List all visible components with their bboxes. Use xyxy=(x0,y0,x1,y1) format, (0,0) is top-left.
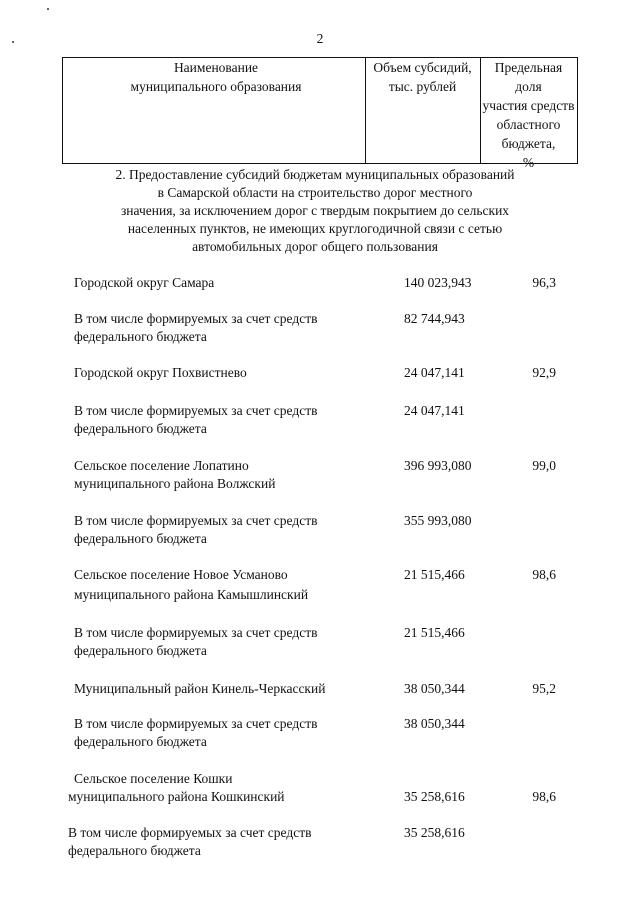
row-name-line: Городской округ Похвистнево xyxy=(74,365,247,380)
row-amount: 140 023,943 xyxy=(404,275,472,290)
table-row xyxy=(0,402,640,446)
row-name-line: В том числе формируемых за счет средств xyxy=(68,825,312,840)
row-share: 98,6 xyxy=(532,789,556,804)
row-amount: 35 258,616 xyxy=(404,825,465,840)
row-share: 96,3 xyxy=(532,275,556,290)
row-name-line: муниципального района Камышлинский xyxy=(74,587,309,602)
row-name-line: федерального бюджета xyxy=(74,329,207,344)
row-name-line: муниципального района Волжский xyxy=(74,476,276,491)
row-amount: 24 047,141 xyxy=(404,403,465,418)
row-name xyxy=(74,364,374,382)
row-name-line: Муниципальный район Кинель-Черкасский xyxy=(74,681,326,696)
row-name xyxy=(74,457,374,493)
row-amount: 24 047,141 xyxy=(404,365,465,380)
section-title-line: в Самарской области на строительство дорог местного xyxy=(157,185,473,200)
table-header xyxy=(62,57,578,170)
row-name-line: Сельское поселение Лопатино xyxy=(74,458,249,473)
row-name-line: Сельское поселение Кошки xyxy=(74,771,233,786)
row-name-line: В том числе формируемых за счет средств xyxy=(74,716,318,731)
row-name xyxy=(74,715,374,751)
table-row xyxy=(0,457,640,501)
header-cell-share xyxy=(480,57,578,170)
row-name-line: В том числе формируемых за счет средств xyxy=(74,403,318,418)
row-amount: 396 993,080 xyxy=(404,458,472,473)
row-name xyxy=(74,310,374,346)
row-name xyxy=(74,512,374,548)
header-cell-name xyxy=(62,57,366,164)
row-amount: 38 050,344 xyxy=(404,716,465,731)
row-name xyxy=(74,274,374,292)
page-number: 2 xyxy=(316,31,324,46)
table-row xyxy=(0,824,640,868)
header-amount-line: Объем субсидий, xyxy=(373,60,472,75)
row-name xyxy=(68,824,368,860)
table-row xyxy=(0,770,640,814)
row-name xyxy=(74,680,374,698)
row-name xyxy=(68,770,372,806)
row-share: 99,0 xyxy=(532,458,556,473)
row-name-line: федерального бюджета xyxy=(74,643,207,658)
row-amount: 38 050,344 xyxy=(404,681,465,696)
header-share-line: участия средств xyxy=(482,98,575,113)
row-share: 95,2 xyxy=(532,681,556,696)
row-name-line: В том числе формируемых за счет средств xyxy=(74,625,318,640)
header-name-line: муниципального образования xyxy=(130,79,302,94)
row-amount: 21 515,466 xyxy=(404,625,465,640)
scan-dot xyxy=(47,8,49,10)
table-row xyxy=(0,715,640,759)
row-name-line: федерального бюджета xyxy=(74,421,207,436)
section-title-line: 2. Предоставление субсидий бюджетам муниципальных образований xyxy=(115,167,515,182)
table-row xyxy=(0,566,640,610)
row-name-line: В том числе формируемых за счет средств xyxy=(74,513,318,528)
row-name xyxy=(74,402,374,438)
table-row xyxy=(0,512,640,556)
header-cell-amount xyxy=(365,57,481,164)
row-name xyxy=(74,566,374,604)
header-share-line: областного xyxy=(496,117,561,132)
row-share: 98,6 xyxy=(532,567,556,582)
table-row xyxy=(0,310,640,354)
row-amount: 355 993,080 xyxy=(404,513,472,528)
header-share-line: Предельная xyxy=(494,60,563,75)
row-name-line: федерального бюджета xyxy=(68,843,201,858)
row-amount: 21 515,466 xyxy=(404,567,465,582)
row-name xyxy=(74,624,374,660)
header-share-line: % xyxy=(522,155,535,170)
row-amount: 35 258,616 xyxy=(404,789,465,804)
section-title xyxy=(90,166,540,256)
table-row xyxy=(0,624,640,668)
header-name-line: Наименование xyxy=(173,60,259,75)
header-share-line: доля xyxy=(515,79,542,94)
row-amount: 82 744,943 xyxy=(404,311,465,326)
header-share-line: бюджета, xyxy=(501,136,556,151)
row-name-line: муниципального района Кошкинский xyxy=(68,789,285,804)
section-title-line: автомобильных дорог общего пользования xyxy=(192,239,438,254)
header-amount-line: тыс. рублей xyxy=(388,79,457,94)
row-name-line: федерального бюджета xyxy=(74,734,207,749)
row-name-line: федерального бюджета xyxy=(74,531,207,546)
row-name-line: Сельское поселение Новое Усманово xyxy=(74,567,288,582)
row-name-line: В том числе формируемых за счет средств xyxy=(74,311,318,326)
section-title-line: населенных пунктов, не имеющих круглогодичной связи с сетью xyxy=(127,221,503,236)
section-title-line: значения, за исключением дорог с твердым покрытием до сельских xyxy=(120,203,510,218)
row-name-line: Городской округ Самара xyxy=(74,275,215,290)
row-share: 92,9 xyxy=(532,365,556,380)
